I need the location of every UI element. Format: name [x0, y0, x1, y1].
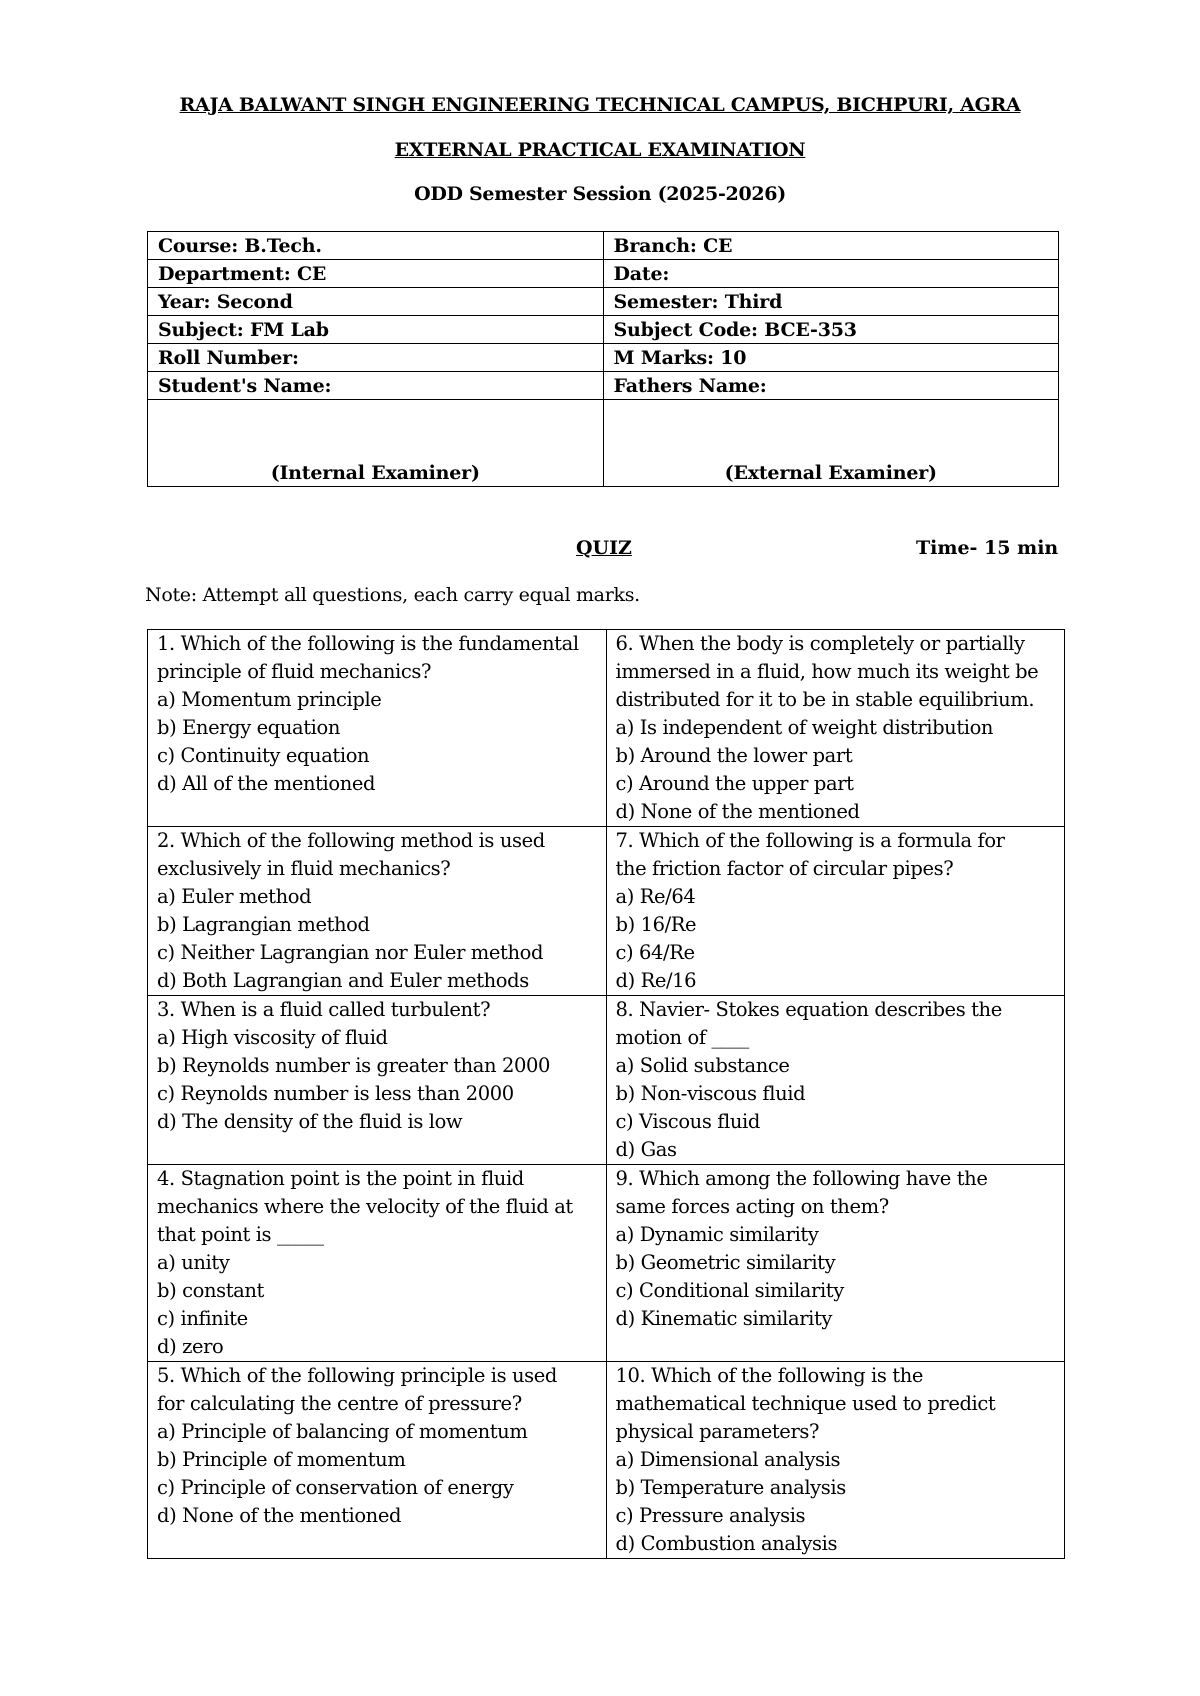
quiz-row: [148, 1362, 1065, 1559]
question-line: b) 16/Re: [615, 913, 697, 936]
question-text: 1. Which of the following is the fundamental: [157, 632, 579, 655]
question-line: a) Is independent of weight distribution: [615, 716, 994, 739]
institute-title: RAJA BALWANT SINGH ENGINEERING TECHNICAL CAMPUS, BICHPURI, AGRA: [179, 94, 1021, 116]
year-cell: Year: Second: [148, 288, 604, 316]
question-line: a) unity: [157, 1251, 230, 1274]
question-line: d) All of the mentioned: [157, 772, 376, 795]
question-text: 6. When the body is completely or partially: [615, 632, 1025, 655]
exam-title: EXTERNAL PRACTICAL EXAMINATION: [394, 139, 806, 161]
question-line: a) High viscosity of fluid: [157, 1026, 388, 1049]
question-line: c) Reynolds number is less than 2000: [157, 1082, 514, 1105]
question-line: a) Principle of balancing of momentum: [157, 1420, 528, 1443]
question-line: b) Non-viscous fluid: [615, 1082, 806, 1105]
quiz-time: Time- 15 min: [916, 537, 1059, 559]
question-line: principle of fluid mechanics?: [157, 660, 432, 683]
question-line: c) Viscous fluid: [615, 1110, 760, 1133]
question-line: a) Solid substance: [615, 1054, 790, 1077]
question-line: immersed in a fluid, how much its weight be: [615, 660, 1039, 683]
question-line: a) Re/64: [615, 885, 696, 908]
question-line: that point is _____: [157, 1223, 324, 1246]
internal-examiner-signature: (Internal Examiner): [148, 400, 604, 487]
question-line: c) 64/Re: [615, 941, 695, 964]
question-cell: [148, 1362, 607, 1559]
fathers-name-cell: Fathers Name:: [603, 372, 1059, 400]
question-line: motion of ____: [615, 1026, 749, 1049]
question-line: d) Re/16: [615, 969, 697, 992]
question-cell: [606, 630, 1065, 827]
question-line: c) Pressure analysis: [615, 1504, 806, 1527]
info-row: [148, 316, 1059, 344]
subject-cell: Subject: FM Lab: [148, 316, 604, 344]
semester-cell: Semester: Third: [603, 288, 1059, 316]
roll-number-cell: Roll Number:: [148, 344, 604, 372]
question-line: b) constant: [157, 1279, 264, 1302]
session-title: ODD Semester Session (2025-2026): [414, 183, 786, 205]
question-line: c) Continuity equation: [157, 744, 370, 767]
info-row: [148, 260, 1059, 288]
question-cell: [606, 1165, 1065, 1362]
question-text: 9. Which among the following have the: [615, 1167, 988, 1190]
question-line: d) Combustion analysis: [615, 1532, 838, 1555]
info-row: [148, 288, 1059, 316]
question-line: b) Temperature analysis: [615, 1476, 846, 1499]
question-cell: [606, 1362, 1065, 1559]
question-text: 8. Navier- Stokes equation describes the: [615, 998, 1002, 1021]
question-text: 4. Stagnation point is the point in fluid: [157, 1167, 524, 1190]
question-line: d) Gas: [615, 1138, 677, 1161]
question-line: same forces acting on them?: [615, 1195, 889, 1218]
quiz-note: Note: Attempt all questions, each carry equal marks.: [145, 584, 640, 606]
external-examiner-signature: (External Examiner): [603, 400, 1059, 487]
department-cell: Department: CE: [148, 260, 604, 288]
question-line: mechanics where the velocity of the fluid at: [157, 1195, 573, 1218]
question-line: b) Reynolds number is greater than 2000: [157, 1054, 551, 1077]
quiz-row: [148, 630, 1065, 827]
info-row: [148, 232, 1059, 260]
quiz-row: [148, 1165, 1065, 1362]
student-name-cell: Student's Name:: [148, 372, 604, 400]
question-line: d) None of the mentioned: [157, 1504, 402, 1527]
question-text: 10. Which of the following is the: [615, 1364, 924, 1387]
course-cell: Course: B.Tech.: [148, 232, 604, 260]
question-text: 7. Which of the following is a formula for: [615, 829, 1005, 852]
question-line: d) The density of the fluid is low: [157, 1110, 463, 1133]
question-cell: [606, 996, 1065, 1165]
question-line: c) Around the upper part: [615, 772, 854, 795]
question-line: d) zero: [157, 1335, 224, 1358]
question-line: c) infinite: [157, 1307, 248, 1330]
question-cell: [606, 827, 1065, 996]
question-line: mathematical technique used to predict: [615, 1392, 996, 1415]
info-row: [148, 372, 1059, 400]
question-line: distributed for it to be in stable equilibrium.: [615, 688, 1035, 711]
quiz-row: [148, 996, 1065, 1165]
question-line: d) None of the mentioned: [615, 800, 860, 823]
question-cell: [148, 996, 607, 1165]
quiz-row: [148, 827, 1065, 996]
question-line: b) Geometric similarity: [615, 1251, 836, 1274]
question-line: a) Momentum principle: [157, 688, 382, 711]
quiz-table: [147, 629, 1065, 1559]
date-cell: Date:: [603, 260, 1059, 288]
max-marks-cell: M Marks: 10: [603, 344, 1059, 372]
question-text: 5. Which of the following principle is used: [157, 1364, 557, 1387]
question-line: c) Conditional similarity: [615, 1279, 844, 1302]
question-line: a) Dynamic similarity: [615, 1223, 819, 1246]
question-cell: [148, 630, 607, 827]
subject-code-cell: Subject Code: BCE-353: [603, 316, 1059, 344]
info-row: [148, 344, 1059, 372]
exam-info-table: [147, 231, 1059, 487]
question-line: b) Principle of momentum: [157, 1448, 406, 1471]
question-line: for calculating the centre of pressure?: [157, 1392, 522, 1415]
question-line: exclusively in fluid mechanics?: [157, 857, 451, 880]
signature-row: [148, 400, 1059, 487]
question-line: a) Euler method: [157, 885, 312, 908]
question-cell: [148, 1165, 607, 1362]
question-line: c) Principle of conservation of energy: [157, 1476, 514, 1499]
question-line: the friction factor of circular pipes?: [615, 857, 954, 880]
question-line: b) Around the lower part: [615, 744, 853, 767]
quiz-title: QUIZ: [576, 537, 632, 559]
question-text: 2. Which of the following method is used: [157, 829, 545, 852]
question-text: 3. When is a fluid called turbulent?: [157, 998, 491, 1021]
question-line: d) Both Lagrangian and Euler methods: [157, 969, 529, 992]
question-line: c) Neither Lagrangian nor Euler method: [157, 941, 544, 964]
question-line: b) Energy equation: [157, 716, 341, 739]
question-line: b) Lagrangian method: [157, 913, 370, 936]
question-line: d) Kinematic similarity: [615, 1307, 833, 1330]
question-line: physical parameters?: [615, 1420, 820, 1443]
branch-cell: Branch: CE: [603, 232, 1059, 260]
question-line: a) Dimensional analysis: [615, 1448, 841, 1471]
question-cell: [148, 827, 607, 996]
